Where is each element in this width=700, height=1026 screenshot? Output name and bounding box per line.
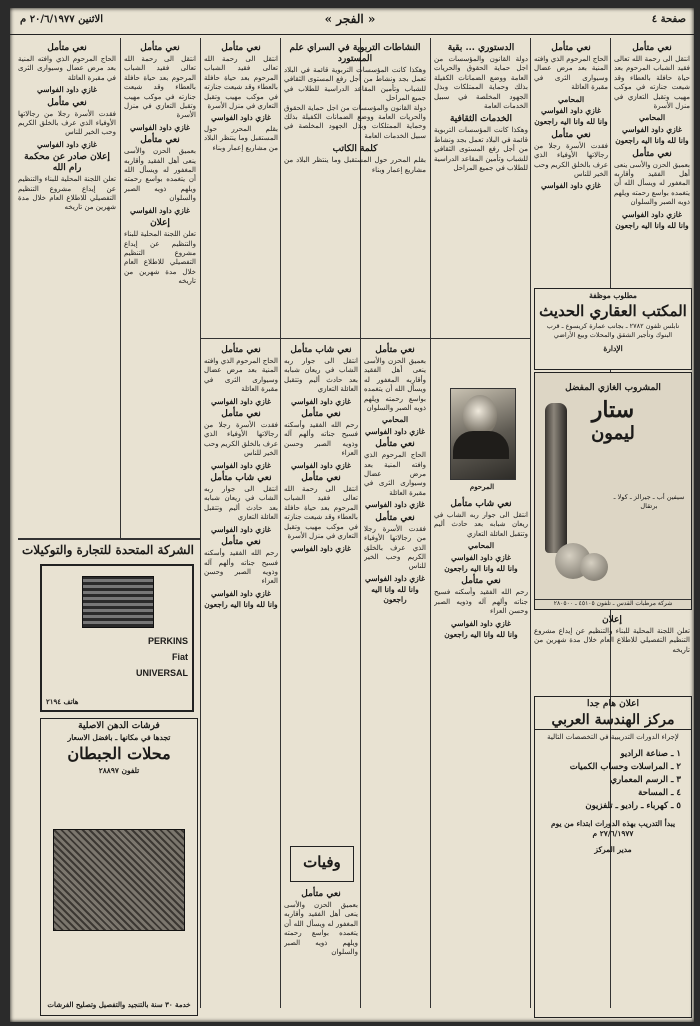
condolence-body: فقدت الأسرة رجلا من رجالاتها الأوفياء الذي عرف بالخلق الكريم وحب الخير للناس [364,524,426,571]
furniture-ad [40,718,198,1016]
announce-body: تعلن اللجنة المحلية للبناء والتنظيم عن إيداع مشروع التنظيم التفصيلي للاطلاع العام خلال مدة شهرين من تاريخه [534,627,690,654]
condolence-body: انتقل الى رحمة الله تعالى فقيد الشباب المرحوم بعد حياة حافلة بالعطاء وقد شيعت جنازته في موكب مهيب وتقبل التعازي في منزل الأسرة [614,55,690,111]
announce2-title: إعلان صادر عن محكمة رام الله [24,152,110,174]
furniture-sub: تجدها في مكانها ـ بافضل الاسعار [67,733,171,742]
realestate-body: نابلس تلفون ٢٧٨٢ ـ بجانب عمارة كريسوع ـ قرب البنوك وتأجير الشقق والمحلات وبيع الأراضي [546,322,680,339]
condolence-body: بعميق الحزن والأسى ينعى أهل الفقيد وأقاربه المغفور له ويسأل الله أن يتغمده بواسع رحمته ويلهم ذويه الصبر والسلوان [124,147,196,203]
condolence-title: نعي شاب متأمل [290,345,352,355]
engineering-sign: مدير المركز [594,844,632,854]
condolence-body: انتقل الى جوار ربه الشاب في ريعان شبابه بعد حادث أليم وتتقبل العائلة التعازي [284,357,358,394]
condolence-title: نعي متأمل [301,409,341,420]
page-header [10,8,694,35]
condolence-body: انتقل الى رحمة الله تعالى فقيد الشباب المرحوم بعد حياة حافلة بالعطاء وقد شيعت جنازته في موكب مهيب وتقبل التعازي في منزل الأسرة [204,55,278,111]
page-number: صفحة ٤ [651,14,686,25]
article-body: دولة القانون والمؤسسات من اجل حماية الحقوق والحريات العامة ووضع الضمانات الكفيلة بذلك وحماية الممتلكات وبذل الجهود المخلصة في سبيل الخدمات العامة [284,103,426,140]
condolence-sender: غازي داود الفواسي [37,139,97,149]
trade-title: الشركة المتحدة للتجارة والتوكيلات [21,543,194,557]
condolence-title: نعي شاب متأمل [450,499,512,509]
softdrink-head: المشروب الغازي المفضل [565,383,661,393]
furniture-phone: تلفون ٢٨٨٩٧ [98,766,140,775]
announce-title: إعلان [602,615,622,625]
condolence-closing: المحامي [557,94,585,104]
article-body: بقلم المحرر حول المستقبل وما ينتظر البلاد من مشاريع إعمار وبناء [284,156,426,174]
condolence-title: نعي متأمل [140,43,180,53]
condolence-title: نعي شاب متأمل [210,473,272,484]
condolence-body: رحم الله الفقيد وأسكنه فسيح جناته وألهم آله وذويه الصبر وحسن العزاء [434,588,528,616]
condolence-title: نعي متأمل [301,473,341,484]
condolence-body: بعميق الحزن والأسى ينعى أهل الفقيد وأقاربه المغفور له ويسأل الله أن يتغمده بواسع رحمته ويلهم ذويه الصبر والسلوان [364,357,426,413]
condolence-sender: غازي داود الفواسي [365,426,425,436]
condolence-body: انتقل الى رحمة الله تعالى فقيد الشباب المرحوم بعد حياة حافلة بالعطاء وقد شيعت جنازته في موكب مهيب وتقبل التعازي في منزل الأسرة [124,55,196,120]
mattress-image [53,829,185,931]
course-item: ١ ـ صناعة الراديو [620,748,681,759]
education-article [284,40,426,340]
article-title: النشاطات التربوية في السراي علم المستورد [289,43,421,64]
condolence-body: انتقل الى جوار ربه الشاب في ريعان شبابه بعد حادث أليم وتتقبل العائلة التعازي [204,485,278,522]
engineering-footer: يبدأ التدريب بهذه الدورات ابتداء من يوم ٢٧/٦/١٩٧٧ م [550,818,676,838]
condolence-title: نعي متأمل [632,148,672,159]
condolence-body: الحاج المرحوم الذي وافته المنية بعد مرض عضال وسيوارى الثرى في مقبرة العائلة [534,55,608,92]
engineering-sub: لإجراء الدورات التدريبية في التخصصات التالية [547,733,679,741]
article-body: وهكذا كانت المؤسسات التربوية قائمة في البلاد تعمل بجد ونشاط من أجل رفع المستوى الثقافي للشباب وتأمين المقاعد الدراسية للطلاب في جميع المراحل [284,66,426,103]
condolence-title: نعي متأمل [551,43,591,53]
condolence-title: نعي متأمل [47,43,87,53]
condolence-sender: غازي داود الفواسي [622,209,682,219]
column-rule [280,38,281,1008]
condolence-sender: غازي داود الفواسي [622,124,682,134]
engineering-ad [534,696,692,1018]
condolence-sender: غازي داود الفواسي [451,618,511,628]
notice-block [534,612,690,692]
courses-list [535,746,691,815]
announce-body: تعلن اللجنة المحلية للبناء والتنظيم عن إيداع مشروع التنظيم التفصيلي للاطلاع العام خلال مدة شهرين من تاريخه [124,230,196,286]
obituary-banner [290,846,354,882]
article-column [204,40,278,340]
condolence-title: نعي متأمل [221,537,261,548]
trade-ad [40,564,194,712]
softdrink-footer: شركة مرطبات القدس ـ تلفون ٤٥١٠٥ ـ ٢٨٠٥٠٠ [535,599,691,607]
horizontal-rule [18,538,200,540]
trade-heading-block [18,542,198,562]
realestate-ad [534,288,692,370]
condolence-title: نعي متأمل [375,345,415,355]
condolence-body: فقدت الأسرة رجلا من رجالاتها الأوفياء الذي عرف بالخلق الكريم وحب الخير للناس [18,109,116,137]
article-subhead: الخدمات الثقافية [449,114,513,125]
condolence-body: الحاج المرحوم الذي وافته المنية بعد مرض عضال وسيوارى الثرى في مقبرة العائلة [364,451,426,497]
condolence-sender: غازي داود الفواسي [291,460,351,470]
condolence-body: الحاج المرحوم الذي وافته المنية بعد مرض عضال وسيوارى الثرى في مقبرة العائلة [204,357,278,394]
condolence-column [534,40,608,290]
condolence-end: وانا لله وانا اليه راجعون [444,564,518,574]
photo-caption: المرحوم [469,482,495,491]
brand-fiat: Fiat [171,652,188,662]
condolence-body: انتقل الى رحمة الله تعالى فقيد الشباب المرحوم بعد حياة حافلة بالعطاء وقد شيعت جنازته في موكب مهيب وتقبل التعازي في منزل الأسرة [284,485,358,541]
condolence-sender: غازي داود الفواسي [211,524,271,534]
engine-image [82,576,154,628]
condolence-body: رحم الله الفقيد وأسكنه فسيح جناته وألهم آله وذويه الصبر وحسن العزاء [284,421,358,458]
condolence-end: وانا لله وانا اليه راجعون [204,600,278,610]
condolence-closing: المحامي [467,541,495,551]
softdrink-note: سيفين أب ـ جيرالز ـ كولا ـ برتقال [613,493,685,510]
course-item: ٣ ـ الرسم المعماري [610,774,681,785]
condolence-body: الحاج المرحوم الذي وافته المنية بعد مرض عضال وسيوارى الثرى في مقبرة العائلة [18,55,116,82]
condolence-title: نعي متأمل [140,135,180,146]
condolence-body: بعميق الحزن والأسى ينعى أهل الفقيد وأقاربه المغفور له ويسأل الله أن يتغمده بواسع رحمته ويلهم ذويه الصبر والسلوان [284,901,358,957]
bottle-image [545,403,567,553]
condolence-title: نعي متأمل [461,576,501,587]
article-body: دولة القانون والمؤسسات من اجل حماية الحقوق والحريات العامة ووضع الضمانات الكفيلة بذلك وحماية الممتلكات وبذل الجهود المخلصة في سبيل الخدمات العامة [434,55,528,111]
engineering-note: اعلان هام جدا [587,699,639,709]
article-body: بقلم المحرر حول المستقبل وما ينتظر البلاد من مشاريع إعمار وبناء [204,124,278,152]
condolence-end: وانا لله وانا اليه راجعون [615,136,689,146]
condolence-end: وانا لله وانا اليه راجعون [371,585,419,604]
condolence-title: نعي متأمل [221,43,261,53]
issue-date: الاثنين ٢٠/٦/١٩٧٧ م [20,14,103,25]
furniture-tag: فرشات الدهن الاصلية [78,721,160,731]
condolence-body: انتقل الى جوار ربه الشاب في ريعان شبابه بعد حادث أليم وتتقبل العائلة التعازي [434,511,528,538]
course-item: ٤ ـ المساحة [638,787,681,798]
condolence-sender: غازي داود الفواسي [130,122,190,132]
condolence-title: نعي متأمل [375,512,415,523]
furniture-title: محلات الجبطان [67,744,171,763]
masthead: « الفجر » [324,12,376,26]
condolence-closing: المحامي [638,113,666,123]
condolence-sender: غازي داود الفواسي [541,106,601,116]
softdrink-brand: ستار [591,397,635,423]
realestate-tag: مطلوب موظفة [589,291,637,300]
condolence-sender: غازي داود الفواسي [451,552,511,562]
condolence-title: نعي متأمل [375,439,415,450]
obituary-banner-text: وفيات [303,853,341,871]
engineering-title: مركز الهندسة العربي [535,711,691,730]
announce-title: إعلان [150,218,170,229]
condolence-title: نعي متأمل [47,97,87,108]
softdrink-flavor: ليمون [591,423,635,444]
portrait-photo [450,388,516,480]
condolence-column [204,342,278,1012]
article-title: الدستوري ... بقية [447,43,515,53]
condolence-sender: غازي داود الفواسي [541,181,601,191]
column-rule [530,38,531,1008]
condolence-sender: غازي داود الفواسي [130,205,190,215]
left-column [124,40,196,540]
column-rule [200,38,201,1008]
condolence-column [284,886,358,1012]
condolence-body: رحم الله الفقيد وأسكنه فسيح جناته وألهم آله وذويه الصبر وحسن العزاء [204,549,278,586]
margin-strip [18,718,36,1014]
condolence-sender: غازي داود الفواسي [211,460,271,470]
condolence-body: فقدت الأسرة رجلا من رجالاتها الأوفياء الذي عرف بالخلق الكريم وحب الخير للناس [204,421,278,458]
article-body: وهكذا كانت المؤسسات التربوية قائمة في البلاد تعمل بجد ونشاط من أجل رفع المستوى الثقافي للشباب وتأمين المقاعد الدراسية للطلاب في جميع المراحل [434,126,528,173]
condolence-end: وانا لله وانا اليه راجعون [534,117,608,127]
announce-body: تعلن اللجنة المحلية للبناء والتنظيم عن إيداع مشروع التنظيم التفصيلي للاطلاع العام خلال مدة شهرين من تاريخه [18,175,116,212]
condolence-column [364,342,426,1012]
condolence-title: نعي متأمل [632,43,672,53]
article-title: كلمة الكاتب [332,144,378,155]
column-rule [430,38,431,1008]
article-column [434,40,528,360]
column-rule [120,38,121,538]
trade-phone: هاتف ٢١٩٤ [46,697,79,706]
condolence-body: بعميق الحزن والأسى ينعى أهل الفقيد وأقاربه المغفور له ويسأل الله أن يتغمده بواسع رحمته ويلهم ذويه الصبر والسلوان [614,160,690,207]
furniture-note: خدمة ٣٠ سنة بالتنجيد والتفصيل وتصليح الفرشات [47,999,191,1009]
condolence-column [434,496,528,1016]
realestate-title: المكتب العقاري الحديث [539,302,687,320]
condolence-end: وانا لله وانا اليه راجعون [615,221,689,231]
condolence-end: وانا لله وانا اليه راجعون [444,630,518,640]
condolence-title: نعي متأمل [221,345,261,355]
condolence-sender: غازي داود الفواسي [291,396,351,406]
newspaper-page [10,8,694,1022]
condolence-sender: غازي داود الفواسي [211,113,271,123]
course-item: ٥ ـ كهرباء ـ راديو ـ تلفزيون [585,800,681,811]
condolence-body: فقدت الأسرة رجلا من رجالاتها الأوفياء الذي عرف بالخلق الكريم وحب الخير للناس [534,141,608,179]
condolence-sender: غازي داود الفواسي [211,588,271,598]
condolence-title: نعي متأمل [221,409,261,420]
condolence-sender: غازي داود الفواسي [365,573,425,583]
course-item: ٢ ـ المراسلات وحساب الكميات [569,761,681,772]
condolence-column [284,342,358,842]
left-column [18,40,116,540]
condolence-title: نعي متأمل [551,129,591,140]
softdrink-ad [534,372,692,610]
condolence-title: نعي متأمل [301,889,341,899]
brand-universal: UNIVERSAL [135,668,188,678]
horizontal-rule [200,338,530,339]
condolence-sender: غازي داود الفواسي [211,396,271,406]
realestate-sign: الإدارة [603,344,623,353]
condolence-sender: غازي داود الفواسي [365,500,425,510]
brand-perkins: PERKINS [147,636,188,646]
condolence-closing: المحامي [381,415,409,425]
condolence-sender: غازي داود الفواسي [291,543,351,553]
condolence-sender: غازي داود الفواسي [37,85,97,95]
lemon-image [580,553,608,581]
